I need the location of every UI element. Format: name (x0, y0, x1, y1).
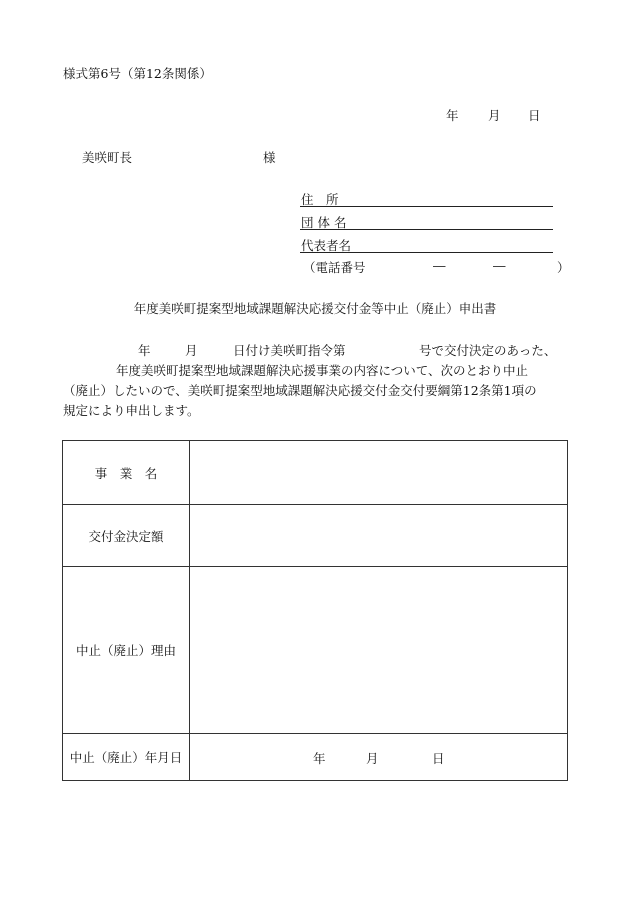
body-line-4: 規定により申出します。 (63, 403, 200, 418)
table-row-grant-amount (63, 505, 568, 567)
date-month-label: 月 (488, 108, 501, 123)
table-row-project-name (63, 441, 568, 505)
document-title: 年度美咲町提案型地域課題解決応援交付金等中止（廃止）申出書 (133, 301, 497, 316)
date-day-label: 日 (528, 108, 541, 123)
date-year-label: 年 (446, 108, 459, 123)
stop-date-month: 月 (366, 751, 379, 766)
representative-label: 代表者名 (301, 238, 352, 253)
recipient-honorific: 様 (263, 150, 276, 165)
project-name-value[interactable] (190, 441, 568, 505)
reason-label: 中止（廃止）理由 (63, 567, 190, 734)
phone-dash-1: ― (433, 258, 446, 273)
address-field[interactable] (300, 190, 553, 207)
form-number: 様式第6号（第12条関係） (63, 66, 212, 81)
table-row-reason (63, 567, 568, 734)
body-year: 年 (138, 343, 151, 358)
body-number-suffix: 号で交付決定のあった、 (419, 343, 557, 358)
grant-amount-label: 交付金決定額 (63, 505, 190, 567)
table-row-stop-date (63, 734, 568, 781)
project-name-label: 事 業 名 (63, 441, 190, 505)
reason-value[interactable] (190, 567, 568, 734)
stop-date-year: 年 (313, 751, 326, 766)
stop-date-value[interactable] (190, 734, 568, 781)
phone-close: ） (557, 260, 570, 275)
representative-field[interactable] (300, 236, 553, 253)
stop-date-day: 日 (432, 751, 445, 766)
stop-date-label: 中止（廃止）年月日 (63, 734, 190, 781)
body-dated: 日付け美咲町指令第 (233, 343, 346, 358)
body-line-2: 年度美咲町提案型地域課題解決応援事業の内容について、次のとおり中止 (116, 363, 529, 378)
body-month: 月 (185, 343, 198, 358)
recipient-name: 美咲町長 (82, 150, 133, 165)
organization-field[interactable] (300, 213, 553, 230)
application-table (62, 440, 568, 781)
address-label: 住 所 (301, 192, 339, 207)
phone-dash-2: ― (493, 258, 506, 273)
body-line-3: （廃止）したいので、美咲町提案型地域課題解決応援交付金交付要綱第12条第1項の (63, 383, 537, 398)
organization-label: 団 体 名 (301, 215, 347, 230)
phone-label: （電話番号 (303, 260, 366, 275)
grant-amount-value[interactable] (190, 505, 568, 567)
